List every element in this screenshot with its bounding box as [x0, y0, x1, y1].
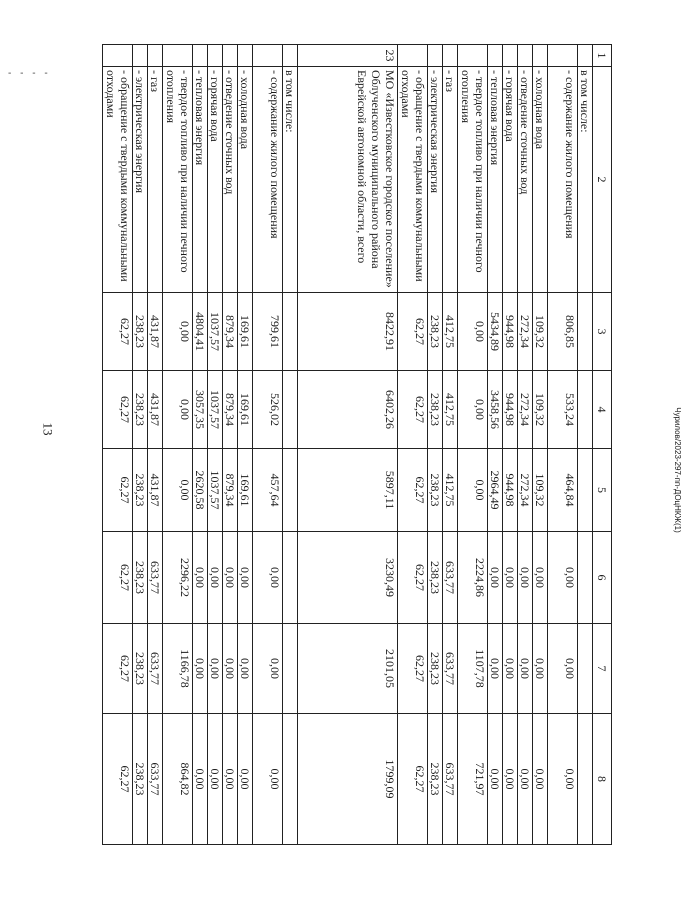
rotated-page-area [62, 44, 612, 844]
value-cell: 0,00 [533, 532, 548, 624]
value-cell: 6402,26 [298, 371, 398, 449]
value-cell: 431,87 [148, 371, 163, 449]
row-number-cell [533, 45, 548, 67]
row-label-cell: - отведение сточных вод [518, 67, 533, 293]
value-cell: 4804,41 [193, 293, 208, 371]
value-cell: 0,00 [223, 532, 238, 624]
row-number-cell [163, 45, 193, 67]
table-row [533, 45, 548, 845]
value-cell: 272,34 [518, 449, 533, 532]
value-cell: 0,00 [208, 714, 223, 845]
row-label-cell: МО «Известковское городское поселение» Облученского муниципального района Еврейской автономной области, всего [298, 67, 398, 293]
value-cell [578, 293, 593, 371]
value-cell [283, 532, 298, 624]
value-cell [283, 371, 298, 449]
value-cell: 0,00 [193, 624, 208, 714]
table-row [548, 45, 578, 845]
row-number-cell [578, 45, 593, 67]
value-cell: 62,27 [103, 449, 133, 532]
row-label-cell: - горячая вода [503, 67, 518, 293]
value-cell: 864,82 [163, 714, 193, 845]
value-cell: 0,00 [193, 714, 208, 845]
value-cell: 62,27 [103, 371, 133, 449]
row-number-cell [103, 45, 133, 67]
row-number-cell [458, 45, 488, 67]
value-cell: 0,00 [458, 371, 488, 449]
value-cell: 2620,58 [193, 449, 208, 532]
table-row [238, 45, 253, 845]
row-label-cell: - содержание жилого помещения [548, 67, 578, 293]
value-cell: 0,00 [238, 714, 253, 845]
table-row [253, 45, 283, 845]
value-cell: 412,75 [443, 293, 458, 371]
value-cell: 0,00 [223, 624, 238, 714]
value-cell: 109,32 [533, 449, 548, 532]
row-number-cell [518, 45, 533, 67]
value-cell: 62,27 [398, 532, 428, 624]
value-cell [578, 714, 593, 845]
value-cell: 944,98 [503, 293, 518, 371]
value-cell: 412,75 [443, 371, 458, 449]
page-number: 13 [40, 422, 56, 436]
value-cell: 238,23 [428, 371, 443, 449]
row-label-cell: - твердое топливо при наличии печного отопления [163, 67, 193, 293]
table-row [398, 45, 428, 845]
row-label-cell: - тепловая энергия [488, 67, 503, 293]
value-cell: 0,00 [488, 624, 503, 714]
value-cell: 0,00 [548, 624, 578, 714]
table-row [283, 45, 298, 845]
table-row [503, 45, 518, 845]
value-cell: 0,00 [518, 532, 533, 624]
row-label-cell: - электрическая энергия [133, 67, 148, 293]
value-cell: 0,00 [253, 714, 283, 845]
value-cell: 0,00 [208, 624, 223, 714]
value-cell: 412,75 [443, 449, 458, 532]
value-cell: 633,77 [443, 624, 458, 714]
value-cell: 944,98 [503, 371, 518, 449]
value-cell: 1799,09 [298, 714, 398, 845]
value-cell: 62,27 [103, 532, 133, 624]
header-cell: 4 [593, 371, 612, 449]
value-cell: 879,34 [223, 293, 238, 371]
header-cell: 3 [593, 293, 612, 371]
value-cell: 633,77 [443, 714, 458, 845]
value-cell: 169,61 [238, 449, 253, 532]
value-cell: 238,23 [133, 293, 148, 371]
row-number-cell [223, 45, 238, 67]
table-row [458, 45, 488, 845]
value-cell [578, 532, 593, 624]
value-cell: 0,00 [208, 532, 223, 624]
value-cell: 431,87 [148, 293, 163, 371]
table-row [208, 45, 223, 845]
value-cell: 806,85 [548, 293, 578, 371]
row-label-cell: - обращение с твердыми коммунальными отходами [398, 67, 428, 293]
row-label-cell: - горячая вода [208, 67, 223, 293]
value-cell: 238,23 [133, 371, 148, 449]
value-cell: 238,23 [428, 293, 443, 371]
value-cell: 3230,49 [298, 532, 398, 624]
row-label-cell: в том числе: [578, 67, 593, 293]
table-row [148, 45, 163, 845]
value-cell [578, 449, 593, 532]
value-cell: 431,87 [148, 449, 163, 532]
value-cell: 633,77 [443, 532, 458, 624]
value-cell: 0,00 [503, 624, 518, 714]
value-cell: 0,00 [518, 714, 533, 845]
value-cell: 464,84 [548, 449, 578, 532]
row-number-cell [428, 45, 443, 67]
document-footer-id: Чурилов/2023-297-пп-ДОцНКЖ(1) [673, 407, 682, 533]
row-number-cell [548, 45, 578, 67]
value-cell: 2964,49 [488, 449, 503, 532]
value-cell: 238,23 [133, 624, 148, 714]
table-row [443, 45, 458, 845]
value-cell: 272,34 [518, 371, 533, 449]
value-cell: 169,61 [238, 293, 253, 371]
value-cell: 0,00 [548, 532, 578, 624]
table-row [428, 45, 443, 845]
row-number-cell [443, 45, 458, 67]
row-label-cell: - газ [443, 67, 458, 293]
value-cell: 109,32 [533, 293, 548, 371]
value-cell: 238,23 [428, 449, 443, 532]
row-label-cell: - газ [148, 67, 163, 293]
value-cell: 799,61 [253, 293, 283, 371]
value-cell: 2296,22 [163, 532, 193, 624]
table-row [578, 45, 593, 845]
value-cell: 0,00 [163, 449, 193, 532]
value-cell: 633,77 [148, 714, 163, 845]
value-cell: 62,27 [103, 624, 133, 714]
header-cell: 7 [593, 624, 612, 714]
value-cell: 238,23 [133, 532, 148, 624]
value-cell: 272,34 [518, 293, 533, 371]
value-cell [283, 624, 298, 714]
value-cell: 238,23 [428, 624, 443, 714]
value-cell: 1037,57 [208, 449, 223, 532]
value-cell: 0,00 [533, 714, 548, 845]
row-number-cell [148, 45, 163, 67]
value-cell: 0,00 [548, 714, 578, 845]
header-cell: 1 [593, 45, 612, 67]
header-cell: 5 [593, 449, 612, 532]
row-number-cell [503, 45, 518, 67]
value-cell: 169,61 [238, 371, 253, 449]
row-number-cell [238, 45, 253, 67]
value-cell: 62,27 [398, 449, 428, 532]
value-cell [578, 624, 593, 714]
row-number-cell: 23 [298, 45, 398, 67]
value-cell: 721,97 [458, 714, 488, 845]
row-number-cell [283, 45, 298, 67]
value-cell: 633,77 [148, 624, 163, 714]
value-cell: 238,23 [133, 449, 148, 532]
value-cell [283, 714, 298, 845]
value-cell: 5897,11 [298, 449, 398, 532]
value-cell: 1107,78 [458, 624, 488, 714]
row-label-cell: - содержание жилого помещения [253, 67, 283, 293]
table-row [103, 45, 133, 845]
value-cell: 944,98 [503, 449, 518, 532]
row-label-cell: - обращение с твердыми коммунальными отходами [103, 67, 133, 293]
value-cell [283, 449, 298, 532]
value-cell: 0,00 [503, 532, 518, 624]
table-wrapper [62, 44, 612, 844]
value-cell: 238,23 [428, 714, 443, 845]
value-cell: 879,34 [223, 371, 238, 449]
value-cell: 62,27 [398, 714, 428, 845]
table-row [488, 45, 503, 845]
value-cell: 0,00 [503, 714, 518, 845]
value-cell: 0,00 [223, 714, 238, 845]
value-cell: 0,00 [533, 624, 548, 714]
row-label-cell: - отведение сточных вод [223, 67, 238, 293]
row-label-cell: в том числе: [283, 67, 298, 293]
table-row [163, 45, 193, 845]
value-cell: 8422,91 [298, 293, 398, 371]
value-cell: 0,00 [488, 532, 503, 624]
value-cell [283, 293, 298, 371]
value-cell: 3458,56 [488, 371, 503, 449]
row-number-cell [488, 45, 503, 67]
value-cell: 0,00 [238, 624, 253, 714]
row-number-cell [253, 45, 283, 67]
scan-mark: - - - - [8, 68, 51, 79]
row-number-cell [208, 45, 223, 67]
value-cell: 0,00 [163, 293, 193, 371]
table-header-row [593, 45, 612, 845]
row-number-cell [193, 45, 208, 67]
value-cell: 1166,78 [163, 624, 193, 714]
row-number-cell [133, 45, 148, 67]
table-row [223, 45, 238, 845]
value-cell: 0,00 [193, 532, 208, 624]
value-cell: 0,00 [518, 624, 533, 714]
header-cell: 8 [593, 714, 612, 845]
value-cell: 2224,86 [458, 532, 488, 624]
row-label-cell: - холодная вода [238, 67, 253, 293]
row-label-cell: - тепловая энергия [193, 67, 208, 293]
value-cell: 62,27 [103, 714, 133, 845]
value-cell: 533,24 [548, 371, 578, 449]
value-cell: 0,00 [238, 532, 253, 624]
value-cell: 0,00 [458, 449, 488, 532]
value-cell: 2101,05 [298, 624, 398, 714]
table-row [518, 45, 533, 845]
value-cell: 0,00 [163, 371, 193, 449]
value-cell: 526,02 [253, 371, 283, 449]
value-cell: 62,27 [103, 293, 133, 371]
tariff-table [102, 44, 612, 845]
value-cell: 0,00 [458, 293, 488, 371]
value-cell: 0,00 [253, 532, 283, 624]
header-cell: 6 [593, 532, 612, 624]
value-cell: 633,77 [148, 532, 163, 624]
value-cell: 0,00 [488, 714, 503, 845]
value-cell [578, 371, 593, 449]
row-label-cell: - холодная вода [533, 67, 548, 293]
table-row [193, 45, 208, 845]
value-cell: 5434,89 [488, 293, 503, 371]
value-cell: 238,23 [133, 714, 148, 845]
value-cell: 3057,35 [193, 371, 208, 449]
table-row [298, 45, 398, 845]
value-cell: 1037,57 [208, 371, 223, 449]
value-cell: 109,32 [533, 371, 548, 449]
value-cell: 62,27 [398, 293, 428, 371]
value-cell: 457,64 [253, 449, 283, 532]
value-cell: 1037,57 [208, 293, 223, 371]
row-number-cell [398, 45, 428, 67]
row-label-cell: - электрическая энергия [428, 67, 443, 293]
row-label-cell: - твердое топливо при наличии печного отопления [458, 67, 488, 293]
value-cell: 0,00 [253, 624, 283, 714]
header-cell: 2 [593, 67, 612, 293]
value-cell: 879,34 [223, 449, 238, 532]
table-row [133, 45, 148, 845]
value-cell: 62,27 [398, 371, 428, 449]
value-cell: 238,23 [428, 532, 443, 624]
value-cell: 62,27 [398, 624, 428, 714]
